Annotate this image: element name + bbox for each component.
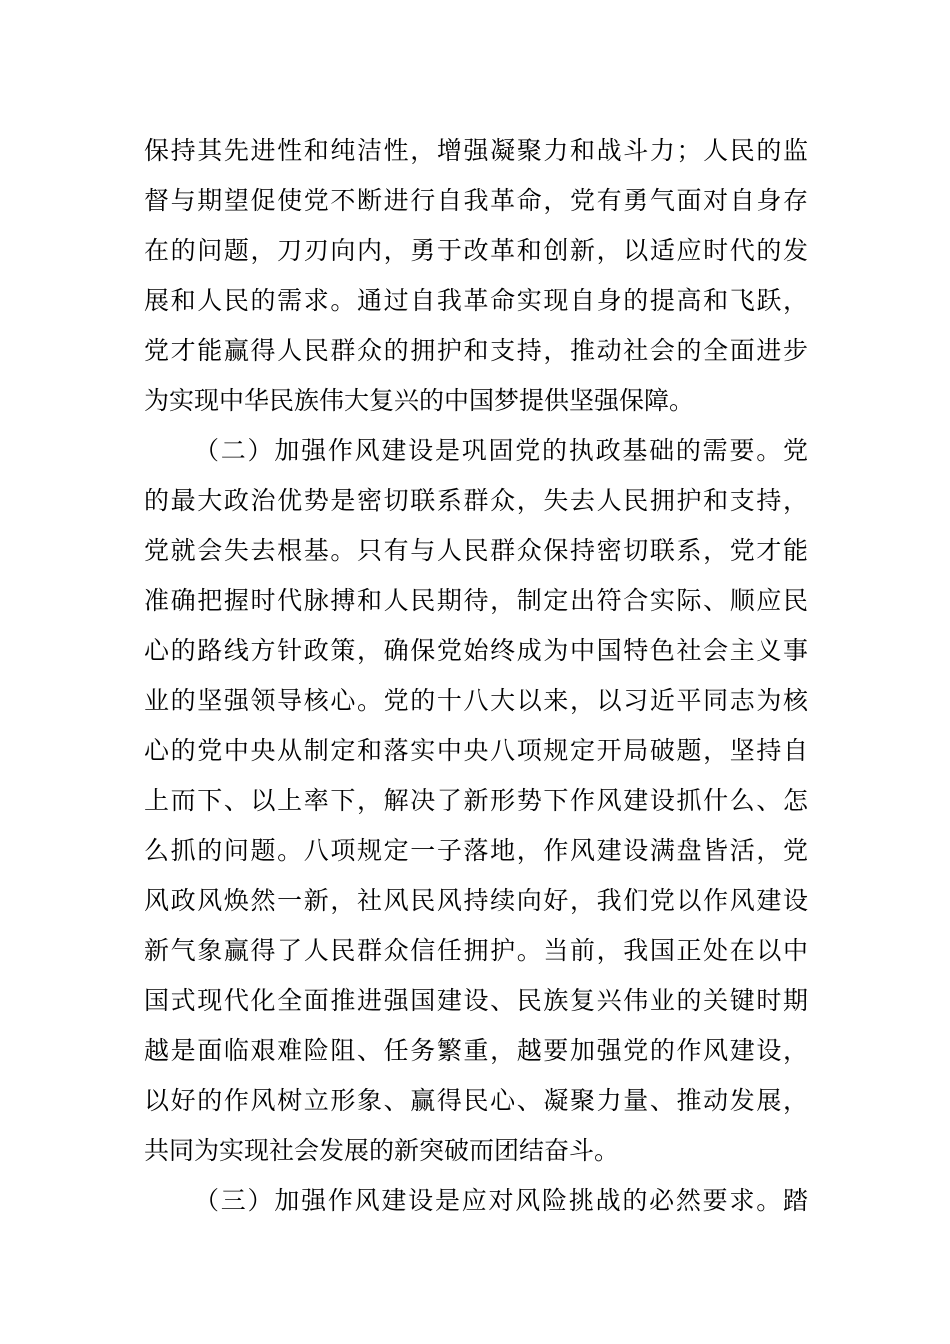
document-body: [144, 126, 808, 1226]
text-line: 督与期望促使党不断进行自我革命，党有勇气面对自身存: [144, 186, 808, 215]
text-line: 新气象赢得了人民群众信任拥护。当前，我国正处在以中: [144, 936, 808, 965]
text-line: 越是面临艰难险阻、任务繁重，越要加强党的作风建设，: [144, 1036, 808, 1065]
text-line: 心的党中央从制定和落实中央八项规定开局破题，坚持自: [144, 736, 808, 765]
text-line: 上而下、以上率下，解决了新形势下作风建设抓什么、怎: [144, 786, 808, 815]
text-line: 在的问题，刀刃向内，勇于改革和创新，以适应时代的发: [144, 236, 808, 265]
text-line: 么抓的问题。八项规定一子落地，作风建设满盘皆活，党: [144, 836, 808, 865]
text-line: 共同为实现社会发展的新突破而团结奋斗。: [144, 1136, 620, 1165]
text-line: 展和人民的需求。通过自我革命实现自身的提高和飞跃，: [144, 286, 808, 315]
section-heading-line: （三）加强作风建设是应对风险挑战的必然要求。踏: [194, 1186, 808, 1215]
section-heading-line: （二）加强作风建设是巩固党的执政基础的需要。党: [194, 436, 808, 465]
text-line: 以好的作风树立形象、赢得民心、凝聚力量、推动发展，: [144, 1086, 808, 1115]
text-line: 风政风焕然一新，社风民风持续向好，我们党以作风建设: [144, 886, 808, 915]
text-line: 国式现代化全面推进强国建设、民族复兴伟业的关键时期: [144, 986, 808, 1015]
text-line: 心的路线方针政策，确保党始终成为中国特色社会主义事: [144, 636, 808, 665]
text-line: 为实现中华民族伟大复兴的中国梦提供坚强保障。: [144, 386, 695, 415]
text-line: 党就会失去根基。只有与人民群众保持密切联系，党才能: [144, 536, 808, 565]
text-line: 的最大政治优势是密切联系群众，失去人民拥护和支持，: [144, 486, 808, 515]
text-line: 保持其先进性和纯洁性，增强凝聚力和战斗力；人民的监: [144, 136, 808, 165]
text-line: 准确把握时代脉搏和人民期待，制定出符合实际、顺应民: [144, 586, 808, 615]
text-line: 业的坚强领导核心。党的十八大以来，以习近平同志为核: [144, 686, 808, 715]
text-line: 党才能赢得人民群众的拥护和支持，推动社会的全面进步: [144, 336, 808, 365]
